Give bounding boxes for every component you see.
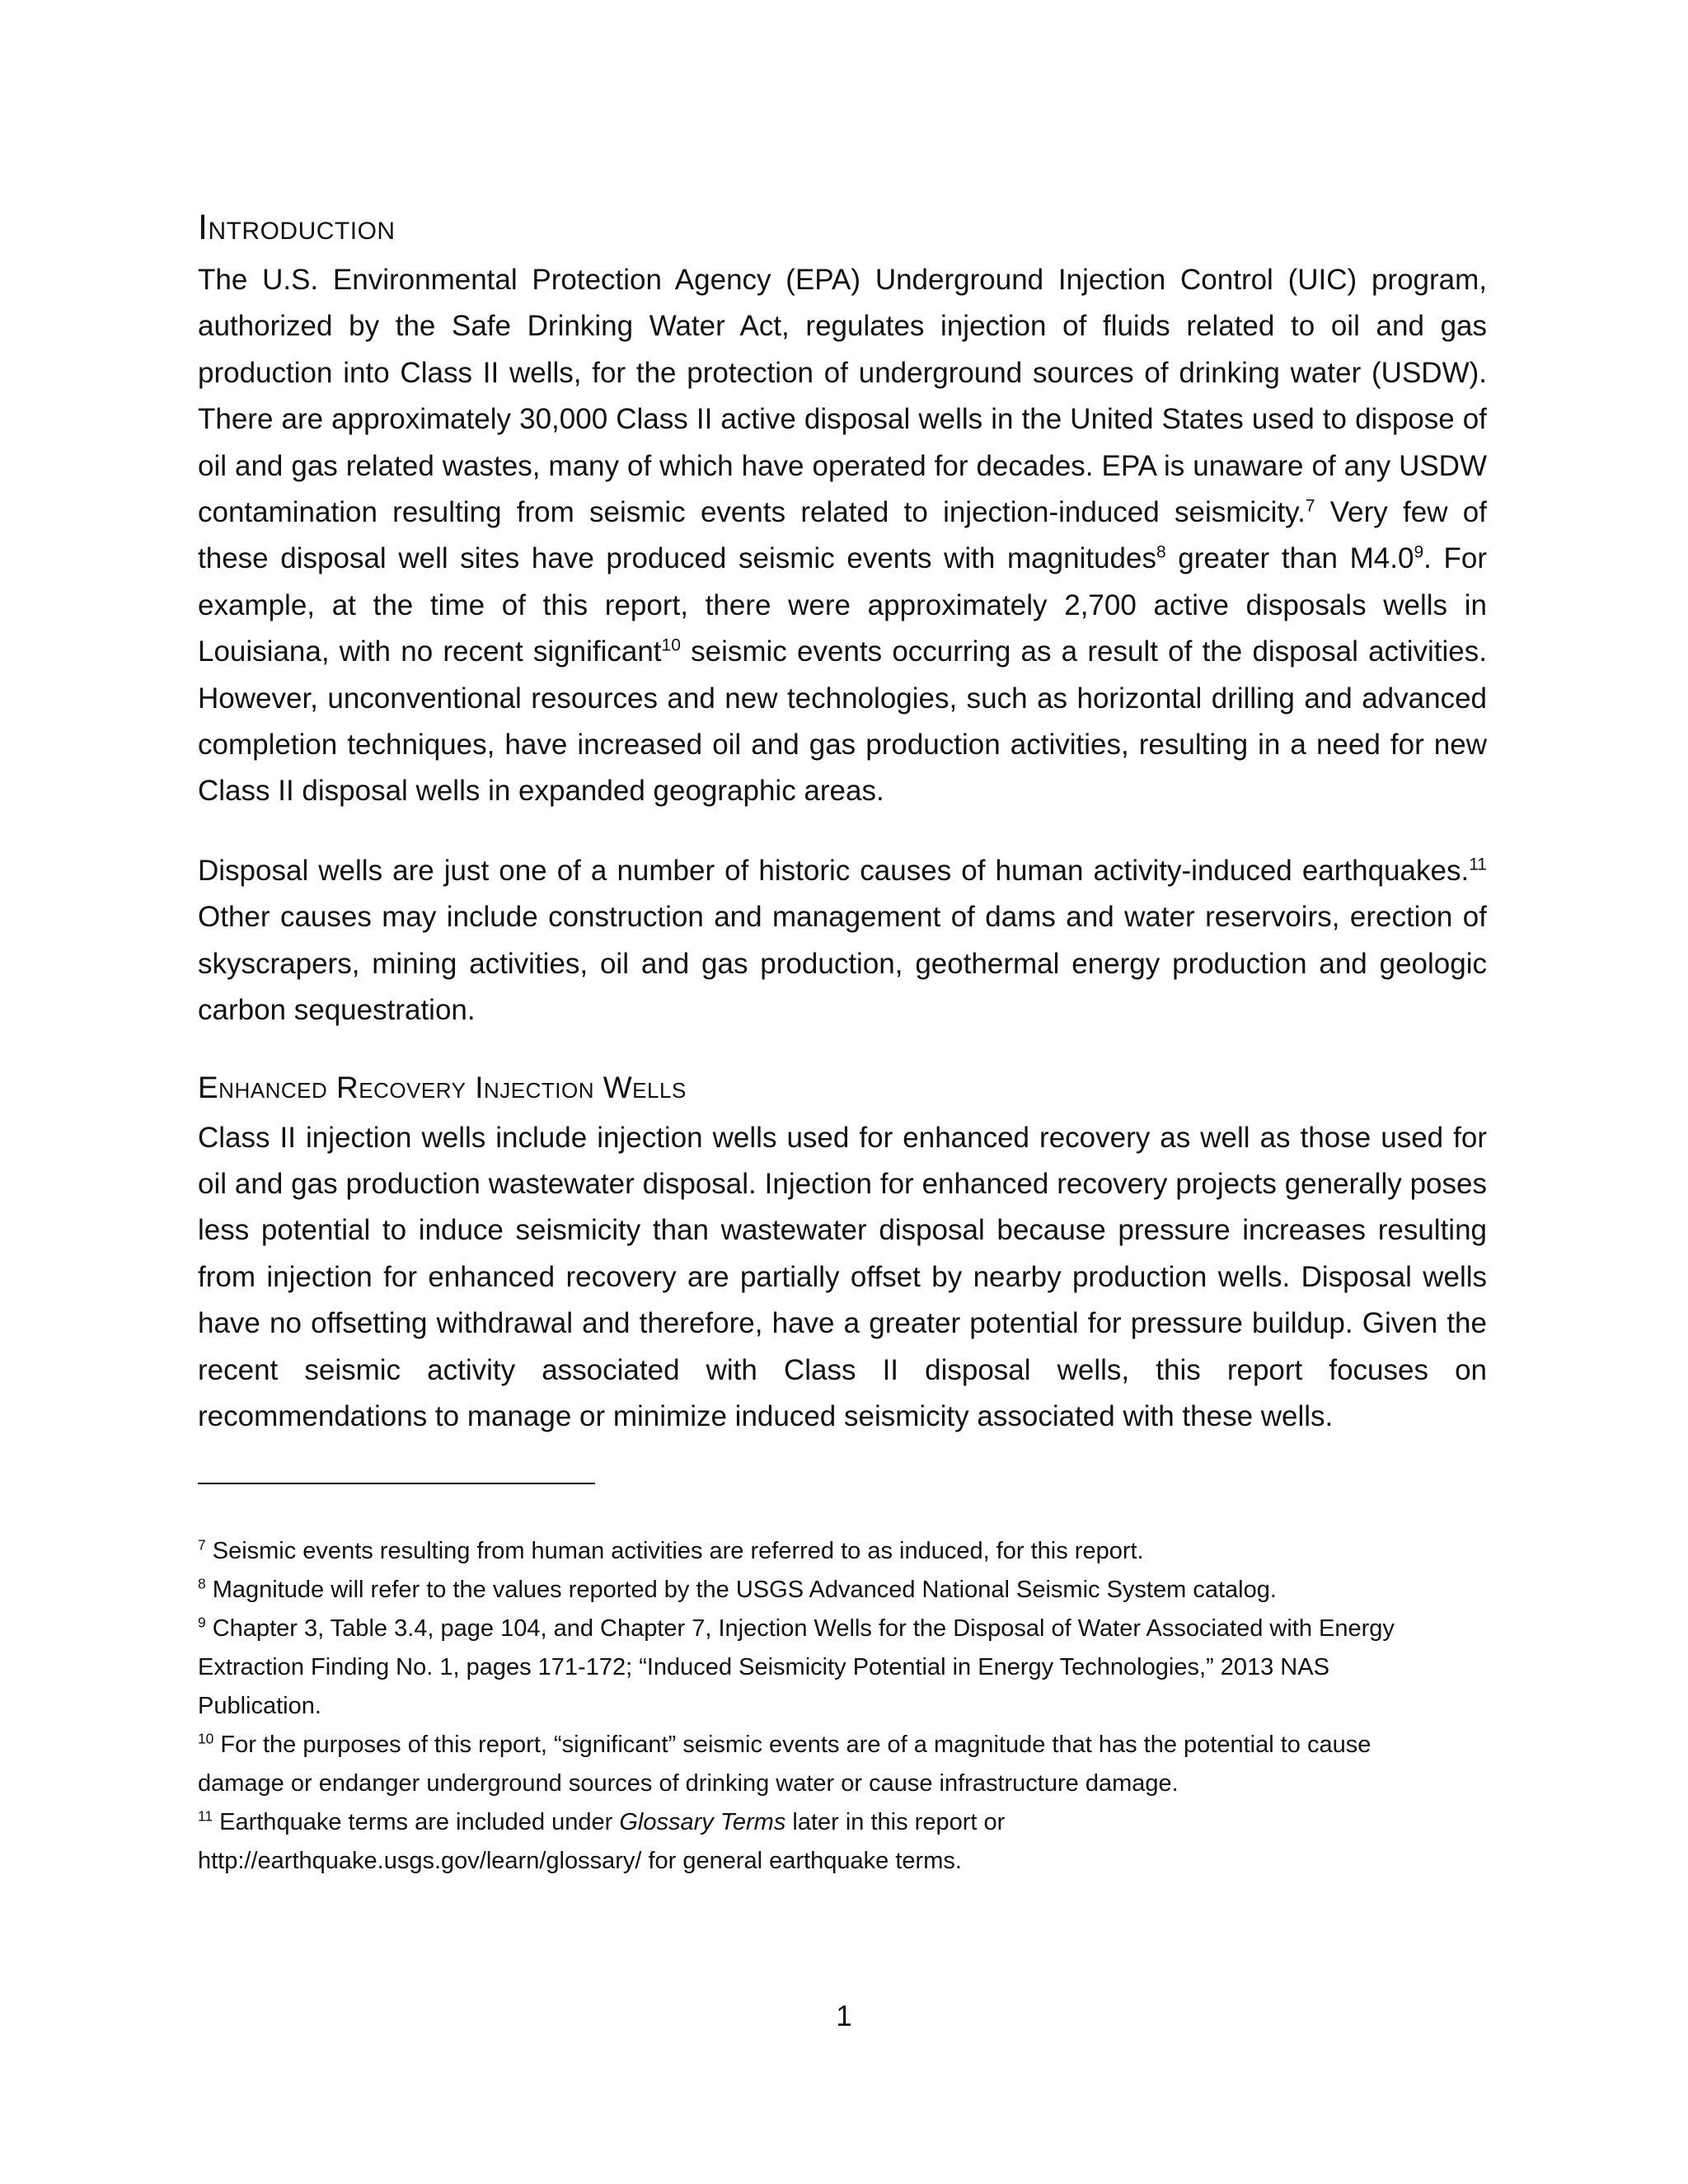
footnote-text: Magnitude will refer to the values reported by the USGS Advanced National Seismic System catalog. <box>212 1577 1277 1604</box>
footnote-text: Chapter 3, Table 3.4, page 104, and Chapter 7, Injection Wells for the Disposal of Water Associated with Energy Extraction Finding No. 1, pages 171-172; “Induced Seismicity Potential in Energy Technologies,” 2013 NAS Publication. <box>198 1615 1395 1720</box>
footnote-ref-10[interactable]: 10 <box>661 635 681 655</box>
footnote-text: For the purposes of this report, “significant” seismic events are of a magnitude that has the potential to cause damage or endanger underground sources of drinking water or cause infrastructure damage. <box>198 1732 1372 1797</box>
intro-p1-text-5: seismic events occurring as a result of the disposal activities. However, unconventional resources and new technologies, such as horizontal drilling and advanced completion techniques, have increased oil and gas production activities, resulting in a need for new Class II disposal wells in expanded geographic areas. <box>198 635 1487 808</box>
intro-p2-text-2: Other causes may include construction and management of dams and water reservoirs, erection of skyscrapers, mining activities, oil and gas production, geothermal energy production and geologic carbon sequestration. <box>198 901 1487 1027</box>
intro-p2-text-1: Disposal wells are just one of a number of historic causes of human activity-induced earthquakes. <box>198 854 1470 887</box>
intro-p1-text-1: The U.S. Environmental Protection Agency (EPA) Underground Injection Control (UIC) program, authorized by the Safe Drinking Water Act, regulates injection of fluids related to oil and gas production into Class II wells, for the protection of underground sources of drinking water (USDW). There are approximately 30,000 Class II active disposal wells in the United States used to dispose of oil and gas related wastes, many of which have operated for decades. EPA is unaware of any USDW contamination resulting from seismic events related to injection-induced seismicity. <box>198 264 1487 529</box>
footnote-number: 7 <box>198 1536 206 1554</box>
footnote-9 <box>198 1610 1487 1726</box>
enhanced-recovery-paragraph: Class II injection wells include injection wells used for enhanced recovery as well as those used for oil and gas production wastewater disposal. Injection for enhanced recovery projects generally poses less potential to induce seismicity than wastewater disposal because pressure increases resulting from injection for enhanced recovery are partially offset by nearby production wells. Disposal wells have no offsetting withdrawal and therefore, have a greater potential for pressure buildup. Given the recent seismic activity associated with Class II disposal wells, this report focuses on recommendations to manage or minimize induced seismicity associated with these wells. <box>198 1121 1487 1432</box>
intro-p1-text-2: Very few of these disposal well sites have produced seismic events with magnitudes <box>198 496 1487 575</box>
footnote-number: 10 <box>198 1730 214 1747</box>
footnotes <box>198 1532 1487 1881</box>
footnote-8 <box>198 1571 1487 1610</box>
enhanced-recovery-heading: Enhanced Recovery Injection Wells <box>198 1070 687 1104</box>
footnote-text: later in this report or <box>792 1809 1006 1836</box>
footnote-number: 11 <box>198 1807 213 1825</box>
introduction-paragraph-1 <box>198 257 1487 815</box>
document-page <box>198 204 1487 1881</box>
footnote-ref-9[interactable]: 9 <box>1414 542 1424 562</box>
footnote-ref-8[interactable]: 8 <box>1156 542 1166 562</box>
footnote-text: Seismic events resulting from human activities are referred to as induced, for this report. <box>212 1538 1144 1565</box>
footnote-number: 8 <box>198 1575 206 1592</box>
footnote-number: 9 <box>198 1614 206 1631</box>
glossary-terms-reference: Glossary Terms <box>619 1809 786 1836</box>
footnote-7 <box>198 1532 1487 1571</box>
introduction-paragraph-2 <box>198 848 1487 1034</box>
glossary-url[interactable]: http://earthquake.usgs.gov/learn/glossary/ for general earthquake terms. <box>198 1848 962 1875</box>
footnote-separator <box>198 1483 595 1484</box>
intro-p1-text-4: . For example, at the time of this report, there were approximately 2,700 active disposals wells in Louisiana, with no recent significant <box>198 542 1487 668</box>
footnote-11 <box>198 1803 1487 1881</box>
footnote-10 <box>198 1726 1487 1803</box>
page-number: 1 <box>836 2000 852 2032</box>
intro-p1-text-3: greater than M4.0 <box>1165 542 1414 575</box>
introduction-heading: Introduction <box>198 208 396 247</box>
footnote-text: Earthquake terms are included under <box>219 1809 613 1836</box>
footnote-ref-11[interactable]: 11 <box>1469 855 1487 874</box>
footnote-ref-7[interactable]: 7 <box>1305 496 1315 516</box>
